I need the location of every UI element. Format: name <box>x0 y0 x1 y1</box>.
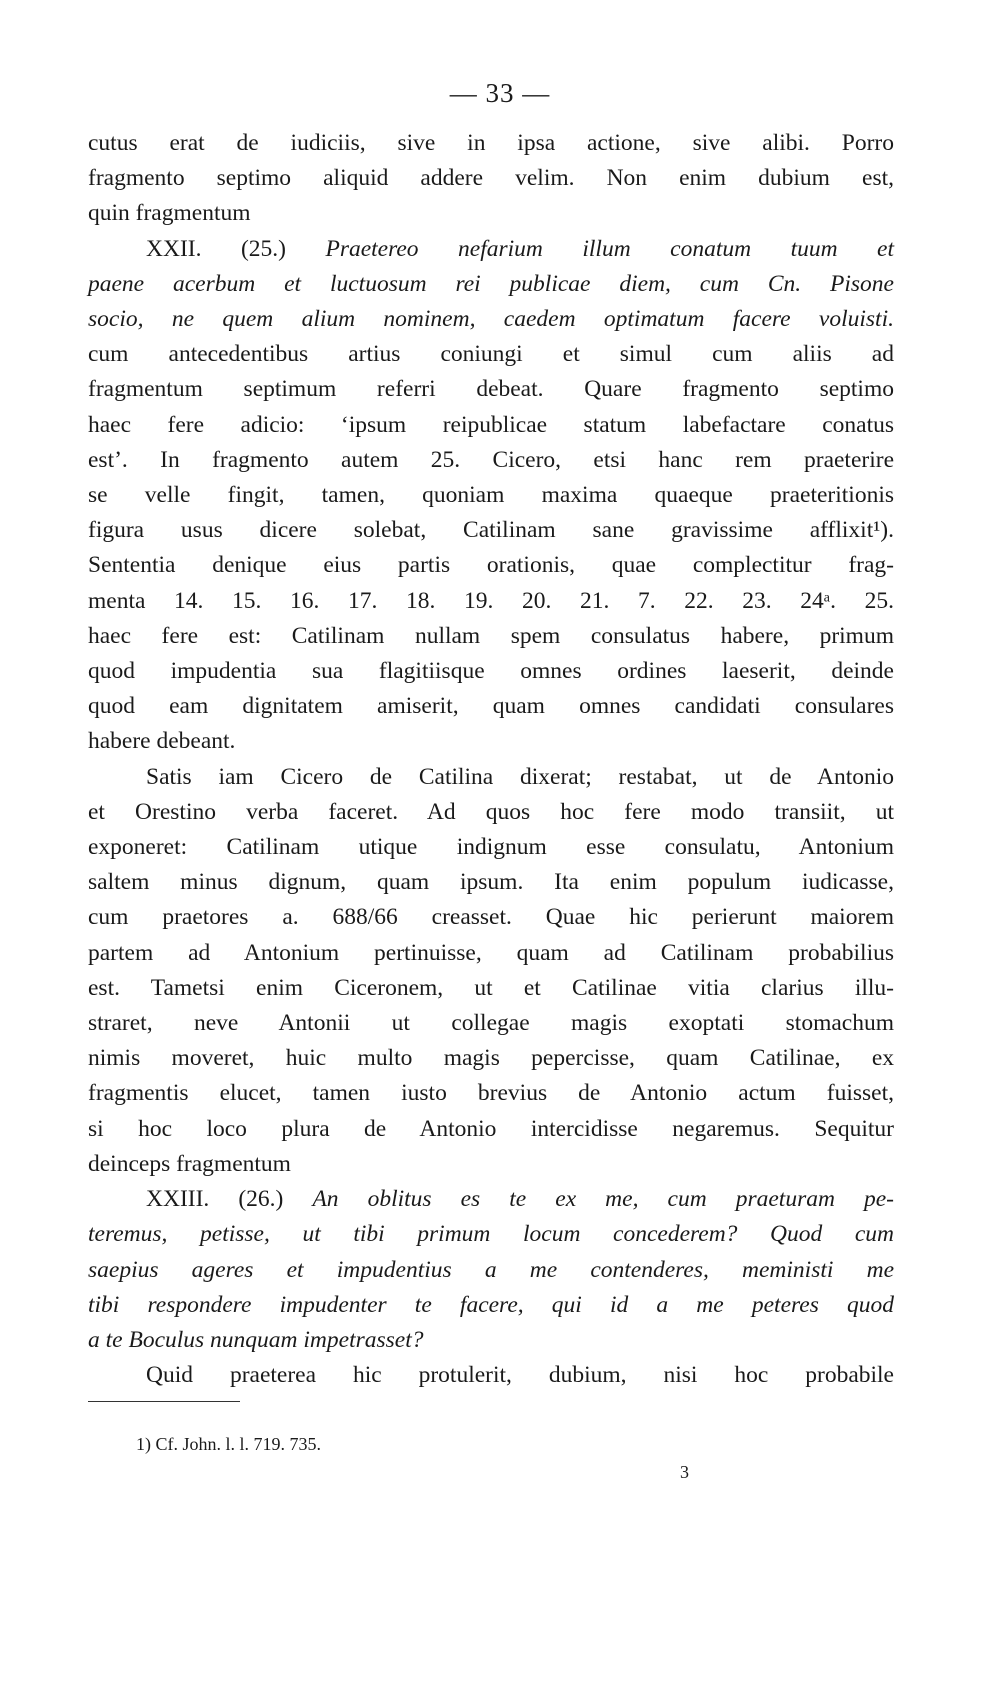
text-line: Satis iam Cicero de Catilina dixerat; restabat, ut de Antonio <box>146 763 894 790</box>
text-line: quod eam dignitatem amiserit, quam omnes candidati consulares <box>88 693 894 720</box>
fragment-text: An oblitus es te ex me, cum praeturam pe- <box>312 1186 895 1213</box>
text-line: fragmentum septimum referri debeat. Quare fragmento septimo <box>88 376 894 403</box>
text-line: quod impudentia sua flagitiisque omnes ordines laeserit, deinde <box>88 658 894 685</box>
quote-line <box>88 1182 894 1217</box>
text-line: partem ad Antonium pertinuisse, quam ad Catilinam probabilius <box>88 939 894 966</box>
text-line: exponeret: Catilinam utique indignum esse consulatu, Antonium <box>88 834 894 861</box>
text-line: se velle fingit, tamen, quoniam maxima quaeque praeteritionis <box>88 482 894 509</box>
text-line: straret, neve Antonii ut collegae magis exoptati stomachum <box>88 1010 894 1037</box>
text-line: cum praetores a. 688/66 creasset. Quae hic perierunt maiorem <box>88 904 894 931</box>
text-line: est. Tametsi enim Ciceronem, ut et Catilinae vitia clarius illu- <box>88 974 894 1001</box>
text-line: fragmento septimo aliquid addere velim. Non enim dubium est, <box>88 165 894 192</box>
text-line: habere debeant. <box>88 728 236 755</box>
quote-line: tibi respondere impudenter te facere, qui id a me peteres quod <box>88 1291 894 1318</box>
text-line: deinceps fragmentum <box>88 1150 291 1177</box>
footnote: 1) Cf. John. l. l. 719. 735. <box>136 1434 322 1454</box>
fragment-label: XXII. (25.) <box>146 235 286 262</box>
text-line: cutus erat de iudiciis, sive in ipsa actione, sive alibi. Porro <box>88 130 894 156</box>
text-line: fragmentis elucet, tamen iusto brevius de Antonio actum fuisset, <box>88 1080 894 1107</box>
body-text <box>88 126 894 1393</box>
quote-line: paene acerbum et luctuosum rei publicae diem, cum Cn. Pisone <box>88 270 894 297</box>
quote-line: saepius ageres et impudentius a me contenderes, meministi me <box>88 1256 894 1283</box>
fragment-text: Praetereo nefarium illum conatum tuum et <box>325 235 895 262</box>
text-line: cum antecedentibus artius coniungi et simul cum aliis ad <box>88 341 894 368</box>
text-line: figura usus dicere solebat, Catilinam sane gravissime afflixit¹). <box>88 517 894 544</box>
footnote-rule <box>88 1401 240 1402</box>
text-line: nimis moveret, huic multo magis pepercisse, quam Catilinae, ex <box>88 1045 894 1072</box>
text-line: menta 14. 15. 16. 17. 18. 19. 20. 21. 7. 22. 23. 24ᵃ. 25. <box>88 587 894 614</box>
text-line: quin fragmentum <box>88 200 251 227</box>
text-line: Sententia denique eius partis orationis, quae complectitur frag- <box>88 552 894 579</box>
quote-line: a te Boculus nunquam impetrasset? <box>88 1326 424 1353</box>
quote-line: teremus, petisse, ut tibi primum locum concederem? Quod cum <box>88 1221 894 1248</box>
text-line: Quid praeterea hic protulerit, dubium, nisi hoc probabile <box>146 1362 894 1389</box>
page-number: — 33 — <box>449 78 551 108</box>
text-line: si hoc loco plura de Antonio intercidisse negaremus. Sequitur <box>88 1115 894 1142</box>
text-line: haec fere est: Catilinam nullam spem consulatus habere, primum <box>88 622 894 649</box>
text-line: est’. In fragmento autem 25. Cicero, etsi hanc rem praeterire <box>88 446 894 473</box>
text-line: saltem minus dignum, quam ipsum. Ita enim populum iudicasse, <box>88 869 894 896</box>
text-line: haec fere adicio: ‘ipsum reipublicae statum labefactare conatus <box>88 411 894 438</box>
fragment-label: XXIII. (26.) <box>146 1186 284 1213</box>
quote-line <box>88 232 894 267</box>
quote-line: socio, ne quem alium nominem, caedem optimatum facere voluisti. <box>88 306 894 333</box>
signature-mark: 3 <box>680 1462 689 1482</box>
text-line: et Orestino verba faceret. Ad quos hoc fere modo transiit, ut <box>88 798 894 825</box>
